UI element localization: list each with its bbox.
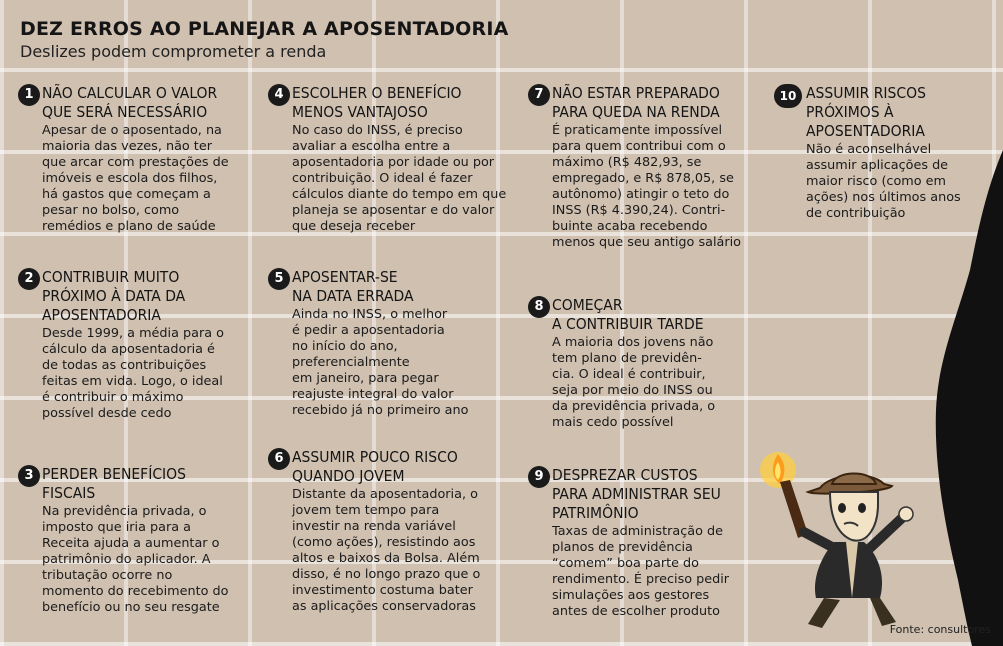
error-item-2 <box>18 268 248 422</box>
number-badge: 7 <box>528 84 550 106</box>
item-title: CONTRIBUIR MUITO PRÓXIMO À DATA DA APOSENTADORIA <box>42 268 186 324</box>
source-note: Fonte: consultores <box>889 623 991 636</box>
error-item-9 <box>528 466 763 620</box>
item-body: Taxas de administração de planos de previdência “comem” boa parte do rendimento. É preciso pedir simulações aos gestores antes de escolher produto <box>552 524 730 619</box>
item-title: DESPREZAR CUSTOS PARA ADMINISTRAR SEU PATRIMÔNIO <box>552 466 721 522</box>
error-item-6 <box>268 448 518 615</box>
number-badge: 10 <box>774 84 802 108</box>
error-item-1 <box>18 84 248 235</box>
item-body: No caso do INSS, é preciso avaliar a escolha entre a aposentadoria por idade ou por contribuição. O ideal é fazer cálculos diante do tempo em que planeja se aposentar e do valor que deseja receber <box>292 123 507 234</box>
error-item-4 <box>268 84 518 235</box>
number-badge: 6 <box>268 448 290 470</box>
header <box>20 18 509 61</box>
item-title: COMEÇAR A CONTRIBUIR TARDE <box>552 296 704 333</box>
item-body: É praticamente impossível para quem contribui com o máximo (R$ 482,93, se empregado, e R$ 878,05, se autônomo) atingir o teto do INSS (R$ 4.390,24). Contri- buinte acaba recebendo menos que seu antigo salário <box>552 123 742 250</box>
item-title: ASSUMIR RISCOS PRÓXIMOS À APOSENTADORIA <box>806 84 926 140</box>
item-body: Na previdência privada, o imposto que iria para a Receita ajuda a aumentar o patrimônio do aplicador. A tributação ocorre no momento do recebimento do benefício ou no seu resgate <box>42 504 229 615</box>
number-badge: 3 <box>18 465 40 487</box>
number-badge: 1 <box>18 84 40 106</box>
item-title: ASSUMIR POUCO RISCO QUANDO JOVEM <box>292 448 458 485</box>
error-item-5 <box>268 268 518 419</box>
item-title: PERDER BENEFÍCIOS FISCAIS <box>42 465 186 502</box>
item-title: NÃO CALCULAR O VALOR QUE SERÁ NECESSÁRIO <box>42 84 218 121</box>
number-badge: 2 <box>18 268 40 290</box>
dark-boulder-shadow <box>928 150 1003 646</box>
item-body: Desde 1999, a média para o cálculo da aposentadoria é de todas as contribuições feitas em vida. Logo, o ideal é contribuir o máximo possível desde cedo <box>42 326 224 421</box>
page-subtitle: Deslizes podem comprometer a renda <box>20 42 327 61</box>
number-badge: 5 <box>268 268 290 290</box>
item-body: Distante da aposentadoria, o jovem tem tempo para investir na renda variável (como ações), resistindo aos altos e baixos da Bolsa. Além disso, é no longo prazo que o investimento costuma bater as aplicações conservadoras <box>292 487 481 614</box>
item-title: ESCOLHER O BENEFÍCIO MENOS VANTAJOSO <box>292 84 462 121</box>
item-body: Não é aconselhável assumir aplicações de maior risco (como em ações) nos últimos anos de contribuição <box>806 142 961 221</box>
explorer-character-illustration <box>760 448 930 638</box>
error-item-8 <box>528 296 763 431</box>
error-item-7 <box>528 84 763 251</box>
item-body: Apesar de o aposentado, na maioria das vezes, não ter que arcar com prestações de imóveis e escola dos filhos, há gastos que começam a pesar no bolso, como remédios e plano de saúde <box>42 123 229 234</box>
number-badge: 8 <box>528 296 550 318</box>
error-item-3 <box>18 465 248 616</box>
page-title: DEZ ERROS AO PLANEJAR A APOSENTADORIA <box>20 18 509 40</box>
number-badge: 9 <box>528 466 550 488</box>
item-title: NÃO ESTAR PREPARADO PARA QUEDA NA RENDA <box>552 84 720 121</box>
item-body: Ainda no INSS, o melhor é pedir a aposentadoria no início do ano, preferencialmente em janeiro, para pegar reajuste integral do valor recebido já no primeiro ano <box>292 307 469 418</box>
item-title: APOSENTAR-SE NA DATA ERRADA <box>292 268 414 305</box>
number-badge: 4 <box>268 84 290 106</box>
item-body: A maioria dos jovens não tem plano de previdên- cia. O ideal é contribuir, seja por meio do INSS ou da previdência privada, o mais cedo possível <box>552 335 716 430</box>
